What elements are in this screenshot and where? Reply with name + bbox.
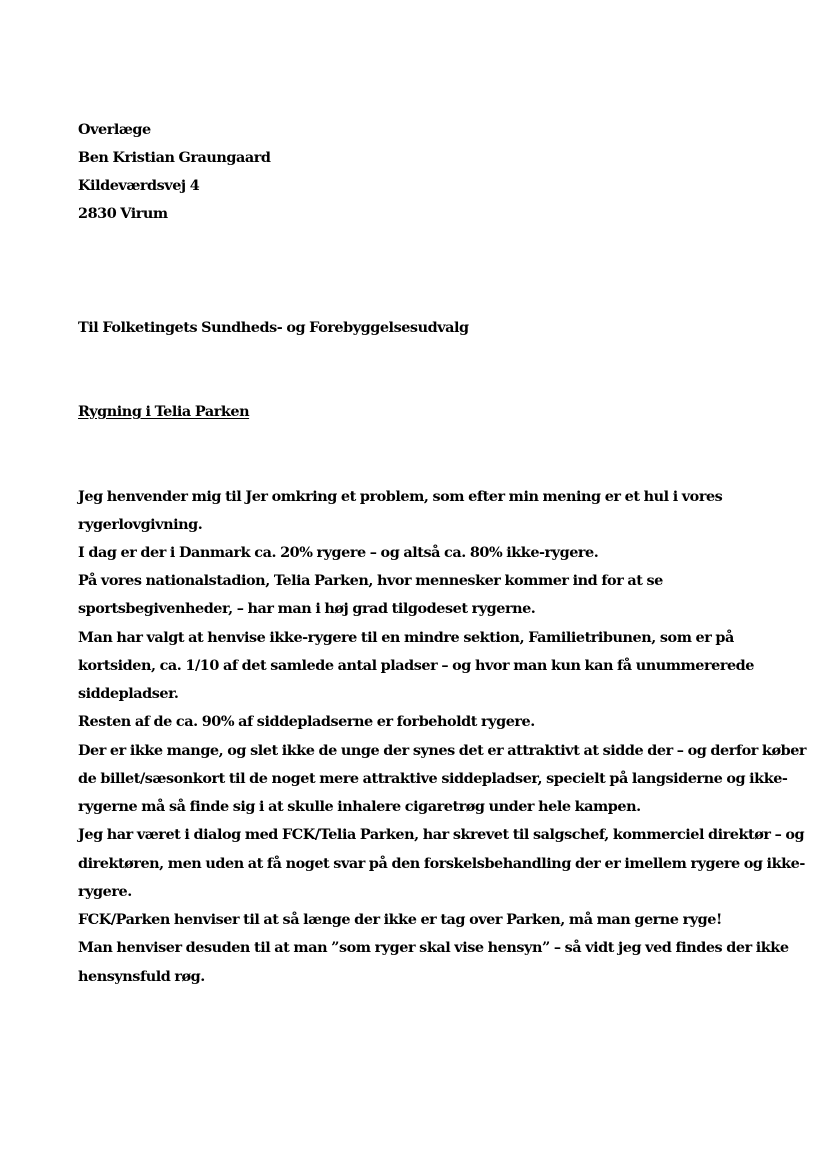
sender-title: Overlæge bbox=[78, 121, 151, 138]
recipient-line: Til Folketingets Sundheds- og Forebyggelsesudvalg bbox=[78, 319, 469, 336]
body-line: rygere. bbox=[78, 883, 132, 900]
body-line: kortsiden, ca. 1/10 af det samlede antal pladser – og hvor man kun kan få unummererede bbox=[78, 657, 754, 674]
body-line: FCK/Parken henviser til at så længe der ikke er tag over Parken, må man gerne ryge! bbox=[78, 911, 722, 928]
subject-heading: Rygning i Telia Parken bbox=[78, 403, 250, 420]
sender-street: Kildeværdsvej 4 bbox=[78, 177, 200, 194]
body-line: de billet/sæsonkort til de noget mere attraktive siddepladser, specielt på langsiderne og ikke- bbox=[78, 770, 788, 787]
sender-name: Ben Kristian Graungaard bbox=[78, 149, 271, 166]
body-line: Jeg henvender mig til Jer omkring et problem, som efter min mening er et hul i vores bbox=[78, 488, 723, 505]
body-line: siddepladser. bbox=[78, 685, 179, 702]
sender-city: 2830 Virum bbox=[78, 205, 168, 222]
body-line: direktøren, men uden at få noget svar på den forskelsbehandling der er imellem rygere og ikke- bbox=[78, 855, 805, 872]
body-line: sportsbegivenheder, – har man i høj grad tilgodeset rygerne. bbox=[78, 600, 536, 617]
body-line: Jeg har været i dialog med FCK/Telia Parken, har skrevet til salgschef, kommerciel direktør – og bbox=[78, 826, 805, 843]
body-line: hensynsfuld røg. bbox=[78, 968, 205, 985]
body-line: I dag er der i Danmark ca. 20% rygere – og altså ca. 80% ikke-rygere. bbox=[78, 544, 599, 561]
body-line: rygerlovgivning. bbox=[78, 516, 203, 533]
body-line: På vores nationalstadion, Telia Parken, hvor mennesker kommer ind for at se bbox=[78, 572, 663, 589]
body-line: Resten af de ca. 90% af siddepladserne er forbeholdt rygere. bbox=[78, 713, 535, 730]
body-line: Man har valgt at henvise ikke-rygere til en mindre sektion, Familietribunen, som er på bbox=[78, 629, 734, 646]
body-line: Man henviser desuden til at man ”som ryger skal vise hensyn” – så vidt jeg ved findes der ikke bbox=[78, 939, 789, 956]
body-line: rygerne må så finde sig i at skulle inhalere cigaretrøg under hele kampen. bbox=[78, 798, 641, 815]
body-line: Der er ikke mange, og slet ikke de unge der synes det er attraktivt at sidde der – og derfor køber bbox=[78, 742, 807, 759]
